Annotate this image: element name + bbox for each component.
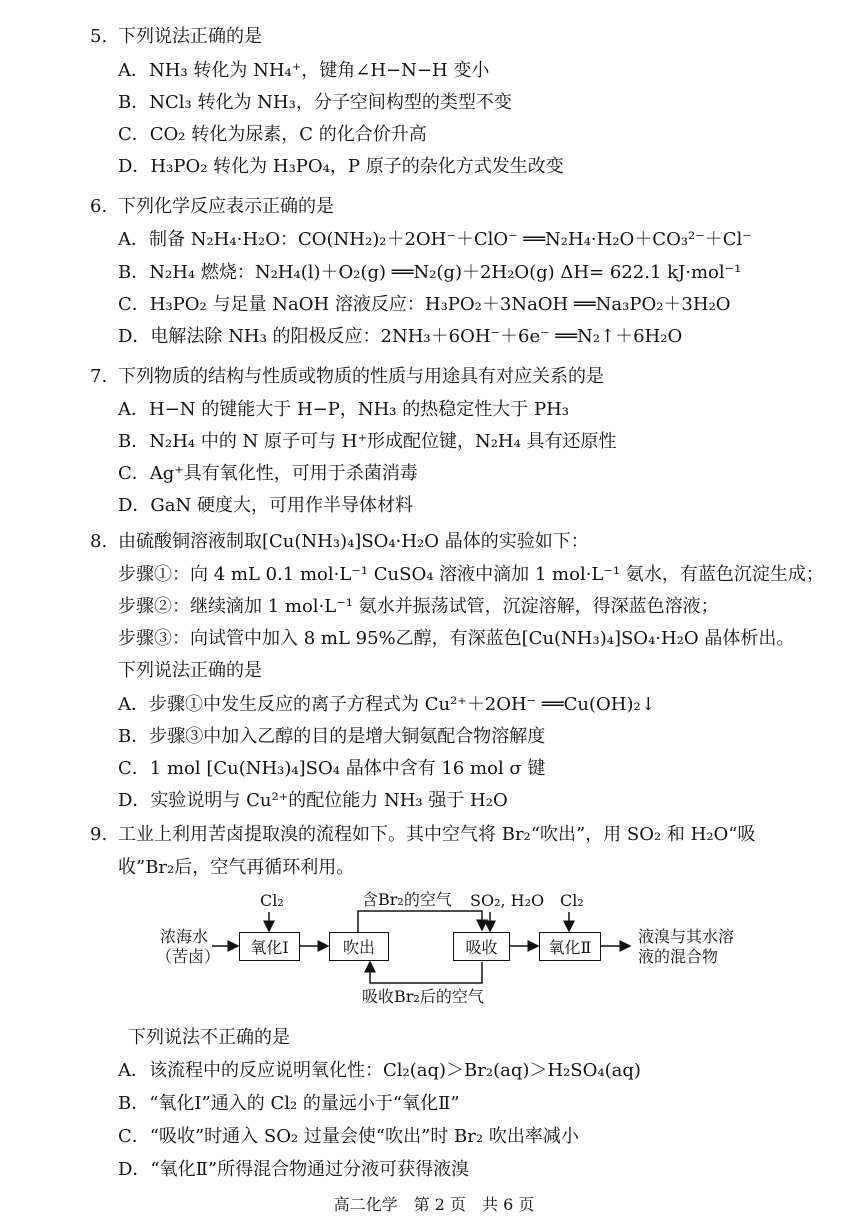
q9-option-b: B．“氧化Ⅰ”通入的 Cl₂ 的量远小于“氧化Ⅱ” [118, 1093, 460, 1114]
q9-sub-stem: 下列说法不正确的是 [128, 1027, 290, 1048]
q9-option-c: C．“吸收”时通入 SO₂ 过量会使“吹出”时 Br₂ 吹出率减小 [118, 1126, 579, 1147]
box-oxidation-1: 氧化Ⅰ [239, 932, 300, 961]
q6-option-a: A．制备 N₂H₄·H₂O：CO(NH₂)₂＋2OH⁻＋ClO⁻ ══N₂H₄·H₂O＋CO₃²⁻＋Cl⁻ [118, 229, 752, 250]
q8-option-b: B．步骤③中加入乙醇的目的是增大铜氨配合物溶解度 [118, 726, 546, 747]
q5-option-b: B．NCl₃ 转化为 NH₃，分子空间构型的类型不变 [118, 92, 512, 113]
cl2-label-2: Cl₂ [560, 891, 584, 910]
q8-step-1: 步骤①：向 4 mL 0.1 mol·L⁻¹ CuSO₄ 溶液中滴加 1 mol·L⁻¹ 氨水，有蓝色沉淀生成； [118, 564, 824, 585]
q9-option-d: D．“氧化Ⅱ”所得混合物通过分液可获得液溴 [118, 1159, 470, 1180]
q8-step-2: 步骤②：继续滴加 1 mol·L⁻¹ 氨水并振荡试管，沉淀溶解，得深蓝色溶液； [118, 596, 719, 617]
q8-option-c: C．1 mol [Cu(NH₃)₄]SO₄ 晶体中含有 16 mol σ 键 [118, 758, 546, 779]
air-with-br2-label: 含Br₂的空气 [362, 890, 452, 909]
question-number: 6. [90, 196, 108, 217]
question-text-line-2: 收”Br₂后，空气再循环利用。 [118, 857, 355, 878]
box-absorb: 吸收 [453, 932, 510, 961]
q5-option-c: C．CO₂ 转化为尿素，C 的化合价升高 [118, 124, 427, 145]
cl2-label-1: Cl₂ [260, 891, 284, 910]
question-number: 8. [90, 531, 108, 552]
q5-option-d: D．H₃PO₂ 转化为 H₃PO₄，P 原子的杂化方式发生改变 [118, 156, 564, 177]
question-number: 7. [90, 366, 108, 387]
q6-option-d: D．电解法除 NH₃ 的阳极反应：2NH₃＋6OH⁻＋6e⁻ ══N₂↑＋6H₂O [118, 326, 683, 347]
q5-option-a: A．NH₃ 转化为 NH₄⁺，键角∠H−N−H 变小 [118, 60, 490, 81]
q6-option-b: B．N₂H₄ 燃烧：N₂H₄(l)＋O₂(g) ══N₂(g)＋2H₂O(g) ΔH= 622.1 kJ·mol⁻¹ [118, 262, 742, 283]
question-7-stem [90, 362, 604, 388]
so2-h2o-label: SO₂, H₂O [470, 891, 545, 910]
output-label-1: 液溴与其水溶 [638, 927, 735, 946]
box-oxidation-2: 氧化Ⅱ [539, 932, 601, 961]
question-5-stem [90, 22, 262, 48]
q7-option-d: D．GaN 硬度大，可用作半导体材料 [118, 495, 414, 516]
q8-option-d: D．实验说明与 Cu²⁺的配位能力 NH₃ 强于 H₂O [118, 790, 508, 811]
question-text: 由硫酸铜溶液制取[Cu(NH₃)₄]SO₄·H₂O 晶体的实验如下： [118, 531, 589, 552]
question-number: 5. [90, 26, 108, 47]
question-6-stem [90, 192, 334, 218]
input-label-2: （苦卤） [156, 947, 221, 966]
q6-option-c: C．H₃PO₂ 与足量 NaOH 溶液反应：H₃PO₂＋3NaOH ══Na₃PO₂＋3H₂O [118, 294, 731, 315]
q7-option-c: C．Ag⁺具有氧化性，可用于杀菌消毒 [118, 463, 418, 484]
question-text: 下列化学反应表示正确的是 [118, 196, 334, 217]
q8-option-a: A．步骤①中发生反应的离子方程式为 Cu²⁺＋2OH⁻ ══Cu(OH)₂↓ [118, 694, 656, 715]
arrow-air-br2 [358, 911, 482, 932]
question-number: 9. [90, 824, 108, 845]
air-after-label: 吸收Br₂后的空气 [362, 987, 484, 1006]
question-text: 下列说法正确的是 [118, 26, 262, 47]
arrow-air-return [370, 962, 482, 983]
q8-sub-stem: 下列说法正确的是 [118, 660, 262, 681]
input-label-1: 浓海水 [160, 927, 209, 946]
q9-option-a: A．该流程中的反应说明氧化性：Cl₂(aq)＞Br₂(aq)＞H₂SO₄(aq) [118, 1060, 641, 1081]
output-label-2: 液的混合物 [638, 947, 719, 966]
page-footer: 高二化学 第 2 页 共 6 页 [333, 1195, 535, 1214]
question-text: 下列物质的结构与性质或物质的性质与用途具有对应关系的是 [118, 366, 604, 387]
question-text-line-1: 工业上利用苦卤提取溴的流程如下。其中空气将 Br₂“吹出”，用 SO₂ 和 H₂O“吸 [118, 824, 756, 845]
q7-option-a: A．H−N 的键能大于 H−P，NH₃ 的热稳定性大于 PH₃ [118, 399, 569, 420]
q8-step-3: 步骤③：向试管中加入 8 mL 95%乙醇，有深蓝色[Cu(NH₃)₄]SO₄·H₂O 晶体析出。 [118, 628, 795, 649]
question-9-stem [90, 820, 756, 846]
q7-option-b: B．N₂H₄ 中的 N 原子可与 H⁺形成配位键，N₂H₄ 具有还原性 [118, 431, 617, 452]
question-8-stem [90, 527, 589, 553]
box-blow-out: 吹出 [329, 932, 389, 961]
